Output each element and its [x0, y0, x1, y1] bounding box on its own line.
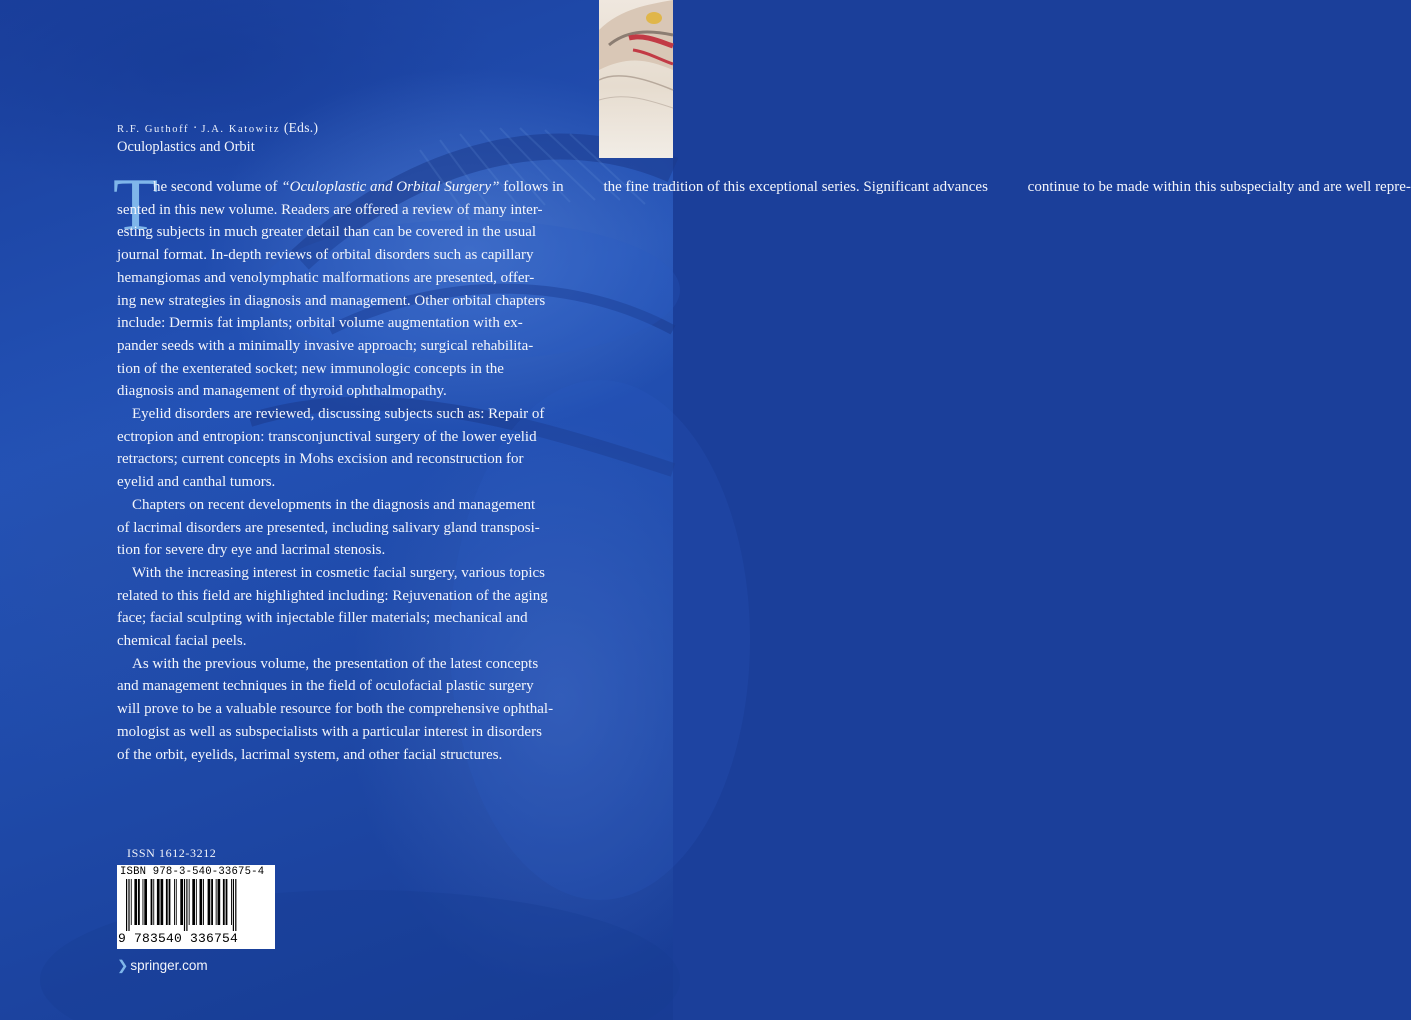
barcode-bar [153, 879, 154, 925]
editors-line [117, 120, 318, 136]
text-line: of lacrimal disorders are presented, including salivary gland transposi- [117, 519, 540, 536]
barcode-bar [211, 879, 213, 925]
barcode-bar [223, 879, 225, 925]
barcode-bar [161, 879, 164, 925]
barcode-bar [203, 879, 204, 925]
paragraph-2 [117, 403, 563, 494]
description-text [117, 176, 1411, 766]
barcode-bar [180, 879, 183, 925]
text-line: of the orbit, eyelids, lacrimal system, and other facial structures. [117, 746, 503, 763]
editor-2: J.A. Katowitz [201, 124, 281, 135]
barcode-bar [176, 879, 177, 925]
text-line: related to this field are highlighted including: Rejuvenation of the aging [117, 587, 548, 604]
text-line: pander seeds with a minimally invasive approach; surgical rehabilita- [117, 337, 534, 354]
barcode-bar [144, 879, 147, 925]
text-line: esting subjects in much greater detail than can be covered in the usual [117, 224, 537, 241]
anatomy-illustration [599, 0, 673, 158]
editor-separator: · [192, 120, 198, 135]
barcode-bar [184, 879, 185, 931]
text-line: include: Dermis fat implants; orbital volume augmentation with ex- [117, 315, 523, 332]
text-line: journal format. In-depth reviews of orbital disorders such as capillary [117, 247, 534, 264]
barcode-bar [174, 879, 175, 925]
publisher-url: springer.com [130, 958, 208, 973]
barcode-bar [128, 879, 129, 931]
text-line: tion of the exenterated socket; new immunologic concepts in the [117, 360, 504, 377]
text-line: With the increasing interest in cosmetic facial surgery, various topics [132, 564, 546, 581]
barcode-bar [200, 879, 203, 925]
publisher-link[interactable] [117, 958, 208, 974]
issn-label: ISSN 1612-3212 [127, 846, 217, 860]
text-line: sented in this new volume. Readers are offered a review of many inter- [117, 201, 543, 218]
barcode-bar [189, 879, 190, 925]
barcode-bars [126, 879, 266, 931]
barcode-bar [216, 879, 217, 925]
text-line: mologist as well as subspecialists with a particular interest in disorders [117, 723, 542, 740]
paragraph-1-first-line: he second volume of “Oculoplastic and Orbital Surgery” follows in [153, 179, 564, 195]
barcode-bar [186, 879, 187, 931]
text-line: As with the previous volume, the presentation of the latest concepts [132, 655, 539, 672]
book-title-italic: “Oculoplastic and Orbital Surgery” [281, 179, 500, 195]
text-line: diagnosis and management of thyroid ophthalmopathy. [117, 383, 447, 400]
text-line: ectropion and entropion: transconjunctival surgery of the lower eyelid [117, 428, 537, 445]
ean-digits: 9 783540 336754 [118, 931, 239, 946]
barcode-bar [131, 879, 132, 925]
barcode-bar [157, 879, 160, 925]
barcode-bar [233, 879, 234, 931]
text-line: Chapters on recent developments in the diagnosis and management [132, 496, 536, 513]
text-line: and management techniques in the field of oculofacial plastic surgery [117, 678, 534, 695]
editor-1: R.F. Guthoff [117, 124, 190, 135]
barcode-bar [166, 879, 168, 925]
text-line: tion for severe dry eye and lacrimal stenosis. [117, 542, 386, 559]
barcode-bar [231, 879, 232, 925]
paragraph-5 [117, 653, 563, 767]
text-line: face; facial sculpting with injectable filler materials; mechanical and [117, 610, 528, 627]
chevron-right-icon: ❯ [117, 958, 129, 973]
text-line: ing new strategies in diagnosis and management. Other orbital chapters [117, 292, 546, 309]
barcode-bar [218, 879, 221, 925]
barcode-bar [151, 879, 153, 925]
barcode-bar [134, 879, 137, 925]
barcode-bar [235, 879, 236, 931]
paragraph-4 [117, 562, 563, 653]
text-line: continue to be made within this subspecialty and are well repre- [1027, 179, 1411, 195]
barcode-bar [192, 879, 195, 925]
text-line: chemical facial peels. [117, 633, 247, 650]
barcode-bar [196, 879, 197, 925]
eds-label: (Eds.) [283, 120, 319, 135]
isbn-barcode [117, 865, 275, 949]
barcode-bar [143, 879, 144, 925]
paragraph-1 [117, 176, 1411, 403]
paragraph-3 [117, 494, 563, 562]
text-line: Eyelid disorders are reviewed, discussing subjects such as: Repair of [132, 406, 545, 423]
text-line: eyelid and canthal tumors. [117, 474, 276, 491]
barcode-bar [169, 879, 171, 925]
text-line: retractors; current concepts in Mohs excision and reconstruction for [117, 451, 524, 468]
barcode-bar [226, 879, 228, 925]
drop-cap: T [113, 164, 159, 246]
series-title: Oculoplastics and Orbit [117, 139, 255, 155]
text-line: the fine tradition of this exceptional series. Significant advances [603, 179, 988, 195]
text-line: hemangiomas and venolymphatic malformations are presented, offer- [117, 269, 535, 286]
barcode-bar [126, 879, 127, 931]
text-line: will prove to be a valuable resource for both the comprehensive ophthal- [117, 701, 554, 718]
isbn-label: ISBN 978-3-540-33675-4 [120, 866, 265, 878]
barcode-bar [208, 879, 211, 925]
barcode-bar [138, 879, 140, 925]
